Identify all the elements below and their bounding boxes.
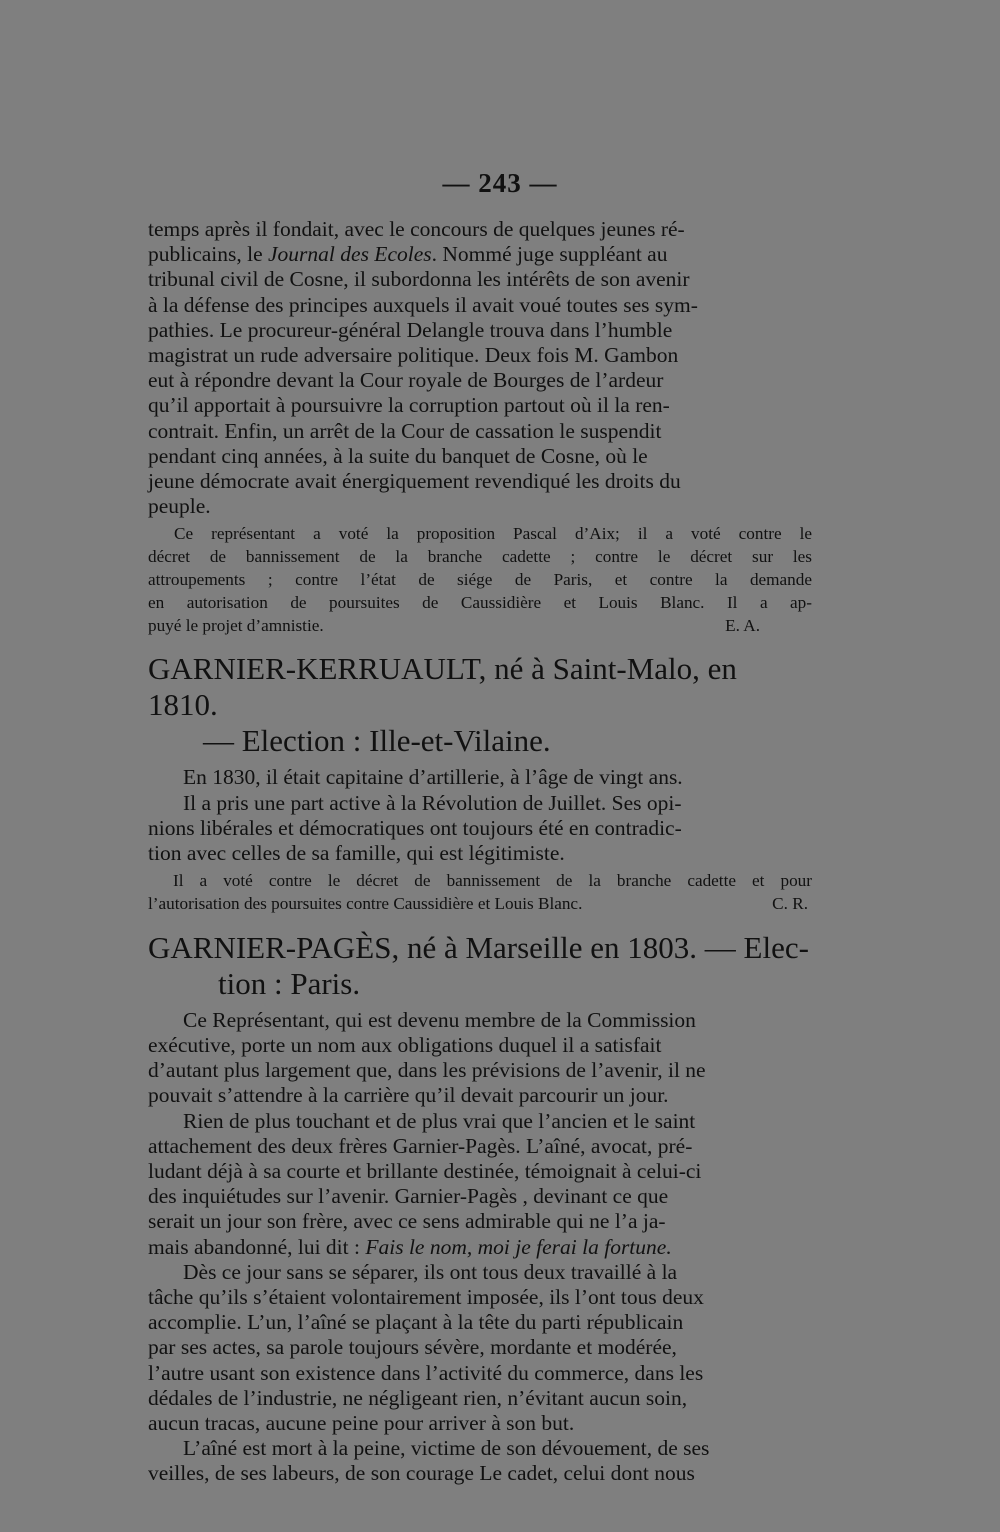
text-line: accomplie. L’un, l’aîné se plaçant à la tête du parti républicain (148, 1310, 684, 1335)
text-line: pathies. Le procureur-général Delangle trouva dans l’humble (148, 317, 673, 342)
text-line: Dès ce jour sans se séparer, ils ont tous deux travaillé à la (183, 1259, 678, 1284)
note-line-text: puyé le projet d’amnistie. (148, 615, 324, 635)
journal-title-italic: Journal des Ecoles (268, 242, 432, 267)
note-line: attroupements ; contre l’état de siége de Paris, et contre la demande (148, 570, 812, 590)
heading-line: GARNIER-KERRUAULT, né à Saint-Malo, en 1810. (148, 651, 737, 723)
entry-heading-garnier-pages (148, 930, 812, 1002)
author-initials: C. R. (772, 894, 808, 914)
text-line: magistrat un rude adversaire politique. Deux fois M. Gambon (148, 343, 679, 368)
text-line-text: mais abandonné, lui dit : (148, 1234, 360, 1259)
text-line: contrait. Enfin, un arrêt de la Cour de cassation le suspendit (148, 418, 662, 443)
text-line: pendant cinq années, à la suite du banquet de Cosne, où le (148, 443, 648, 468)
note-line: Il a voté contre le décret de bannissement de la branche cadette et pour (173, 871, 812, 891)
note-line: en autorisation de poursuites de Caussidière et Louis Blanc. Il a ap- (148, 592, 812, 612)
italic-quote: Fais le nom, moi je ferai la fortune. (365, 1234, 672, 1259)
text-line: tâche qu’ils s’étaient volontairement imposée, ils l’ont tous deux (148, 1285, 704, 1310)
text-line: En 1830, il était capitaine d’artillerie, à l’âge de vingt ans. (183, 765, 683, 790)
note-line: décret de bannissement de la branche cadette ; contre le décret sur les (148, 547, 812, 567)
text-line: temps après il fondait, avec le concours de quelques jeunes ré- (148, 217, 685, 241)
entry-heading-garnier-kerruault (148, 651, 812, 759)
text-line: tribunal civil de Cosne, il subordonna les intérêts de son avenir (148, 267, 690, 292)
text-line: dédales de l’industrie, ne négligeant rien, n’évitant aucun soin, (148, 1385, 688, 1410)
heading-line: tion : Paris. (218, 965, 361, 1001)
text-line: Il a pris une part active à la Révolution de Juillet. Ses opi- (183, 790, 682, 815)
text-line: aucun tracas, aucune peine pour arriver à son but. (148, 1411, 575, 1436)
text-line: serait un jour son frère, avec ce sens admirable qui ne l’a ja- (148, 1209, 666, 1234)
voting-note-garnier-kerruault (148, 870, 812, 916)
text-line: L’aîné est mort à la peine, victime de son dévouement, de ses (183, 1436, 710, 1461)
text-line: publicains, le Journal des Ecoles. Nommé juge suppléant au (148, 242, 668, 267)
text-line: attachement des deux frères Garnier-Pagès. L’aîné, avocat, pré- (148, 1133, 693, 1158)
paragraph-garnier-pages-brothers (148, 1109, 812, 1260)
text-line: qu’il apportait à poursuivre la corruption partout où il la ren- (148, 393, 670, 418)
text-line: peuple. (148, 494, 211, 519)
heading-line: GARNIER-PAGÈS, né à Marseille en 1803. — Elec- (148, 929, 809, 965)
text-line: d’autant plus largement que, dans les prévisions de l’avenir, il ne (148, 1058, 706, 1083)
text-line: l’autre usant son existence dans l’activité du commerce, dans les (148, 1360, 704, 1385)
paragraph-garnier-pages-task (148, 1260, 812, 1436)
text-line: nions libérales et démocratiques ont toujours été en contradic- (148, 815, 682, 840)
note-line (148, 615, 812, 638)
paragraph-garnier-pages-intro (148, 1008, 812, 1109)
heading-line: — Election : Ille-et-Vilaine. (203, 723, 551, 759)
text-line: jeune démocrate avait énergiquement revendiqué les droits du (148, 469, 681, 494)
text-line: eut à répondre devant la Cour royale de Bourges de l’ardeur (148, 368, 664, 393)
text-line: par ses actes, sa parole toujours sévère, mordante et modérée, (148, 1335, 677, 1360)
text-line: ludant déjà à sa courte et brillante destinée, témoignait à celui-ci (148, 1159, 702, 1184)
page-number: — 243 — (442, 168, 558, 198)
text-line: veilles, de ses labeurs, de son courage Le cadet, celui dont nous (148, 1461, 695, 1486)
paragraph-gambon-biography (148, 217, 812, 519)
text-line: tion avec celles de sa famille, qui est légitimiste. (148, 841, 565, 866)
book-page (148, 168, 812, 1487)
text-line: Ce Représentant, qui est devenu membre de la Commission (183, 1007, 696, 1032)
author-initials: E. A. (725, 615, 760, 635)
paragraph-garnier-kerruault (148, 765, 812, 866)
text-line: Rien de plus touchant et de plus vrai que l’ancien et le saint (183, 1108, 696, 1133)
voting-note-gambon (148, 523, 812, 637)
text-line: des inquiétudes sur l’avenir. Garnier-Pagès , devinant ce que (148, 1184, 669, 1209)
note-line: Ce représentant a voté la proposition Pascal d’Aix; il a voté contre le (174, 524, 812, 544)
text-line (148, 1235, 812, 1260)
note-line (148, 893, 812, 916)
text-line: pouvait s’attendre à la carrière qu’il devait parcourir un jour. (148, 1083, 669, 1108)
paragraph-garnier-pages-death (148, 1436, 812, 1486)
text-line: à la défense des principes auxquels il avait voué toutes ses sym- (148, 292, 698, 317)
note-line-text: l’autorisation des poursuites contre Caussidière et Louis Blanc. (148, 894, 583, 914)
text-line: exécutive, porte un nom aux obligations duquel il a satisfait (148, 1033, 662, 1058)
